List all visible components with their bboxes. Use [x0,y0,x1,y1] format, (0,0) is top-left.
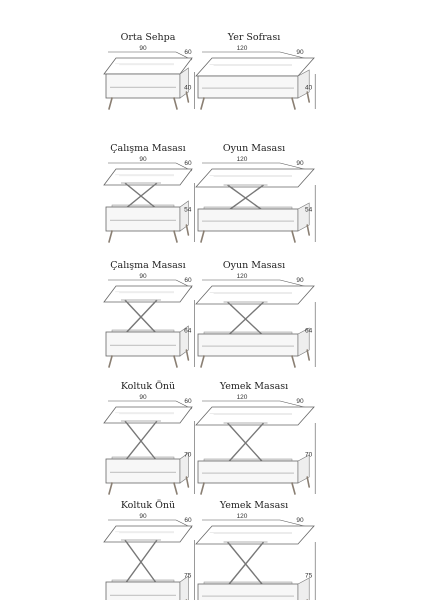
width-label: 90 [139,513,147,520]
width-label: 90 [139,156,147,163]
table-leg [186,225,188,235]
table-side [298,578,309,600]
width-label: 90 [139,273,147,280]
depth-label: 60 [184,517,192,524]
table-title: Yer Sofrası [227,32,281,43]
table-body [106,582,180,600]
depth-label: 90 [296,49,304,56]
table-leg [109,231,112,242]
table-right-row-5 [196,500,315,600]
table-leg [292,231,295,242]
table-leg [109,483,112,494]
table-leg [307,225,309,235]
table-leg [307,350,309,360]
table-body [106,332,180,356]
table-leg [307,92,309,102]
table-leg [292,98,295,109]
table-left-row-2 [104,143,194,242]
depth-label: 90 [296,398,304,405]
height-label: 40 [304,84,313,92]
table-left-row-1 [104,32,194,109]
table-title: Oyun Masası [222,260,286,271]
table-right-row-2 [196,143,315,242]
table-body [198,76,298,98]
height-label: 64 [304,327,313,335]
table-body [106,207,180,231]
depth-label: 90 [296,277,304,284]
table-right-row-4 [196,381,315,494]
table-side [180,576,188,600]
table-leg [174,98,177,109]
table-title: Yemek Masası [219,500,289,511]
table-leg [201,483,204,494]
table-title: Orta Sehpa [120,32,176,43]
width-label: 120 [236,156,248,163]
table-title: Çalışma Masası [110,143,186,154]
table-left-row-5 [104,499,194,600]
table-leg [174,231,177,242]
depth-label: 60 [184,49,192,56]
height-label: 75 [184,572,192,580]
table-right-row-1 [196,32,315,109]
table-top [196,286,314,304]
table-title: Koltuk Önü [120,381,176,392]
height-label: 70 [184,451,192,459]
width-label: 120 [236,273,248,280]
table-title: Oyun Masası [222,143,286,154]
table-body [106,459,180,483]
width-label: 120 [236,45,248,52]
table-top [196,169,314,187]
table-leg [186,477,188,487]
table-right-row-3 [196,260,315,367]
height-label: 70 [304,451,313,459]
table-top [196,407,314,425]
height-label: 75 [304,572,313,580]
table-leg [201,231,204,242]
table-leg [186,350,188,360]
width-label: 90 [139,45,147,52]
depth-label: 60 [184,398,192,405]
table-leg [292,483,295,494]
width-label: 120 [236,394,248,401]
table-top [196,526,314,544]
table-top [104,58,192,74]
table-leg [292,356,295,367]
table-leg [109,356,112,367]
depth-label: 90 [296,517,304,524]
table-body [198,334,298,356]
width-label: 90 [139,394,147,401]
height-label: 54 [184,206,192,214]
table-title: Çalışma Masası [110,260,186,271]
height-label: 54 [304,206,313,214]
table-body [198,209,298,231]
table-left-row-4 [104,380,194,494]
depth-label: 60 [184,277,192,284]
table-leg [109,98,112,109]
table-body [198,461,298,483]
table-left-row-3 [104,260,194,367]
table-title: Yemek Masası [219,381,289,392]
height-label: 40 [184,84,192,92]
height-label: 64 [184,327,192,335]
table-leg [307,477,309,487]
depth-label: 60 [184,160,192,167]
table-top [196,58,314,76]
table-leg [174,356,177,367]
table-title: Koltuk Önü [120,500,176,511]
table-leg [174,483,177,494]
width-label: 120 [236,513,248,520]
table-leg [201,356,204,367]
table-body [198,584,298,600]
table-leg [201,98,204,109]
depth-label: 90 [296,160,304,167]
table-body [106,74,180,98]
table-leg [186,92,188,102]
